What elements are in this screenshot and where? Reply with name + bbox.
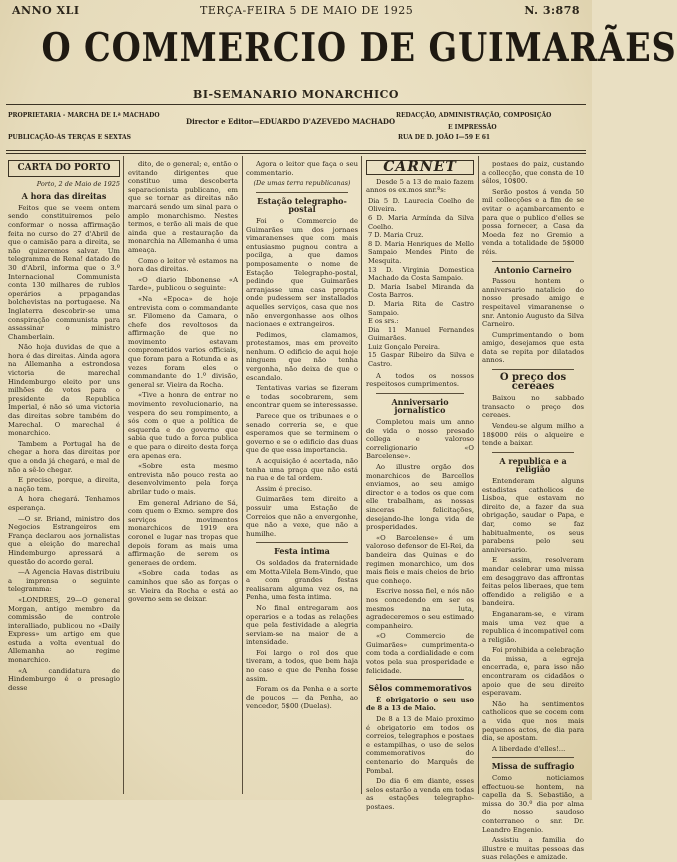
paragraph: Não hoja duvidas de que a hora é das direitas. Ainda agora na Allemanha a estrondosa victoria de marechal Hindemburgo eleito por uns milhões de votos para o presidente da Republica Imperial, é não só uma victoria das direitas sobre também do Marechal. O marechal é monarchico. <box>8 343 120 438</box>
separator <box>492 757 574 758</box>
header-rule-bottom-2 <box>6 153 586 154</box>
paragraph: E preciso, porque, a direita, a nação tem. <box>8 476 120 493</box>
column-5 <box>482 160 584 862</box>
paragraph: Enganaram-se, e viram mais uma vez que a republica é incompativel com a religião. <box>482 609 584 644</box>
paragraph: De 8 a 13 de Maio proximo é obrigatorio em todos os correios, telegraphos e postaes e estampilhas, o uso de selos commemorativos do centenario do Marquês de Pombal. <box>366 715 474 775</box>
paragraph: «Sobre esta mesmo entrevista não pouco resta ao desenvolvimento pela força abrilar tudo o mais. <box>128 462 238 496</box>
paragraph: Passou hontem o anniversario natalicio do nosso presado amigo e respeitavel vimaranense o snr. Antonio Augusto da Silva Carneiro. <box>482 277 584 329</box>
list-item: 15 Gaspar Ribeiro da Silva e Castro. <box>368 351 474 369</box>
paragraph: Como noticiamos effectuou-se hontem, na capella da S. Sebastião, a missa do 30.º dia por alma do nosso saudoso conterraneo o snr. Dr. Leandro Engenio. <box>482 774 584 834</box>
paragraph: Assistiu a familia do illustre e muitas pessoas das suas relações e amizade. <box>482 836 584 862</box>
paragraph: —O sr. Briand, ministro dos Negocios Estrangeiros em França declarou aos jornalistas que a eleição do marechal Hindemburgo apressará a questão do acordo geral. <box>8 514 120 566</box>
article-heading-festa: Festa intima <box>274 546 330 557</box>
article-heading-anniversario: Anniversario jornalístico <box>391 396 449 416</box>
paragraph: —A Agencia Havas distribuiu a imprensa o seguinte telegramma: <box>8 568 120 594</box>
paragraph: Completou mais um anno de vida o nosso presado collega e valoroso correligionario «O Barcelense». <box>366 418 474 461</box>
paragraph: «O Barcelense» é um valoroso defensor de El-Rei, da bandeira das Quinas e do regimen monarchico, um dos mais fieis e mais cheios de brio que conheço. <box>366 533 474 585</box>
paragraph: No final entregaram aos operarios e a todas as relações que pela festividade a alegria serviam-se na maior de a intensidade. <box>246 603 358 647</box>
article-heading-carneiro: Antonio Carneiro <box>494 264 572 275</box>
separator <box>492 261 574 262</box>
paragraph: Vendeu-se algum milho a 18$000 réis o alqueire e tende a baixar. <box>482 422 584 448</box>
header-rule-top <box>6 104 586 105</box>
dateline <box>0 4 592 20</box>
paragraph: Assim é preciso. <box>256 484 313 493</box>
paragraph: postaes do paiz, custando a collecção, que consta de 10 sêlos, 10$00. <box>482 160 584 186</box>
redaccao-label: REDACÇÃO, ADMINISTRAÇÃO, COMPOSIÇÃO <box>396 112 552 119</box>
article-heading-missa: Missa de suffragio <box>491 761 575 772</box>
paragraph: Baixou no sabbado transacto o preço dos cereaes. <box>482 394 584 420</box>
paragraph: «LONDRES, 29—O general Morgan, antigo membro da commissão de controle interalliado, publicou no «Daily Express» um artigo em que estuda a volta eventual do Allemanha ao regime monarchico. <box>8 595 120 665</box>
separator <box>256 542 348 543</box>
paragraph: Serão postos á venda 50 mil collecções e a fim de se evitar o açambarcamento e para que o publico d'elles se possa fornecer, a Casa da Moeda fez no Gremio a venda a totalidade de 5$000 réis. <box>482 187 584 256</box>
paragraph: «A candidatura de Hindemburgo é o presagio desse <box>8 666 120 692</box>
carta-dateline: Porto, 2 de Maio de 1925 <box>36 179 120 188</box>
director-label: Director e Editor—EDUARDO D'AZEVEDO MACHADO <box>186 117 396 126</box>
paragraph: É obrigatorio o seu uso de 8 a 13 de Maio. <box>366 695 474 713</box>
list-item: 8 D. Maria Henriques de Mello Sampaio Mendes Pinto de Mesquita. <box>368 239 474 265</box>
paragraph: dito, de o general; e, então o evitando dirigentes que constituo uma descoberta separacionista publicano, em que se tornar as direitas não marcará sendo um sinal para o amplo monarchismo. Nestes termos, e terão ali mais de que ainda que a restauração da monarchia na Allemanha é uma ameaça. <box>128 160 238 254</box>
column-divider-4 <box>478 156 479 794</box>
article-heading-cereaes: O preço dos cereaes <box>499 372 567 392</box>
article-heading-republica: A republica e a religião <box>499 455 567 475</box>
paragraph: Os soldados da fraternidade em Motta-Vilela Bem-Vindo, que a com grandes festas realisaram alguma vez os, na Penha, uma festa intima. <box>246 558 358 602</box>
intro-signature: (De umas terra republicanas) <box>253 179 351 188</box>
separator <box>376 393 464 394</box>
paragraph: E assim, resolveram mandar celebrar uma missa em desaggravo das affrontas feitas pelos liberaes, que tem offendido a religião e a bandeira. <box>482 556 584 608</box>
column-3 <box>246 160 358 794</box>
separator <box>256 192 348 193</box>
paragraph: Pedimos, clamamos, protestamos, mas em proveito nenhum. O edificio de aqui hoje ninguem que não tenha vergonha, não deixa de que o escandalo. <box>246 330 358 382</box>
paragraph: Foi prohibida a celebração da missa, a egreja encerrada, e, para isso não encontraram os cidadãos o apoio que de seu direito esperavam. <box>482 646 584 698</box>
paragraph: Foi largo o rol dos que tiveram, a todos, que bem haja no caso e que de Penha fosse assim. <box>246 648 358 683</box>
column-divider-3 <box>361 156 362 794</box>
article-heading-direitas: A hora das direitas <box>21 191 107 202</box>
paragraph: Em general Adriano de Sá, com quem o Exmo. sempre dos serviços movimentos monarchicos de 1919 era coronel e lugar nas tropas que depois foram as mais uma affirmação de serem os generaes de ordem. <box>128 498 238 567</box>
paragraph: «O Commercio de Guimarães» cumprimenta-o com toda a cordialidade e com votos pela sua prosperidade e felicidade. <box>366 632 474 675</box>
impressao-label: E IMPRESSÃO <box>448 124 497 131</box>
paragraph: «Na «Epoca» de hoje entrevista com o commandante sr. Filomeno da Camara, o chefe dos revoltosos da affirmação de que no movimento estavam comprometidos varios officiais, que foram para a Rotunda e as vezes foram eles o commandante do 1.º divisão, general sr. Vieira da Rocha. <box>128 294 238 389</box>
paragraph: Agora o leitor que faça o seu commentario. <box>246 160 358 177</box>
header-rule-bottom <box>6 150 586 151</box>
paragraph: A hora chegará. Tenhamos esperança. <box>8 495 120 512</box>
separator <box>376 679 464 680</box>
column-divider-2 <box>242 156 243 794</box>
list-item: 7 D. Maria Cruz. <box>368 231 424 240</box>
paragraph: Guimarães tem direito a possuir uma Estação de Correios que não a envergonhe, que não a vexe, que não a humilhe. <box>246 495 358 538</box>
address-label: RUA DE D. JOÃO I—59 E 61 <box>398 134 491 141</box>
paragraph: Ao illustre orgão dos monarchicos de Barcellos enviamos, ao seu amigo director e a todos os que com elle trabalham, as nossas sinceras felicitações, desejando-lhe longa vida de prosperidades. <box>366 463 474 532</box>
list-item: Dia 5 D. Laurecia Coelho de Oliveira. <box>368 196 474 214</box>
issue-number: N. 3:878 <box>524 4 580 17</box>
paragraph: A acquisição é acertada, não tenha uma praça que não está na rua e de tal ordem. <box>246 457 358 483</box>
volume-number: ANNO XLI <box>12 4 80 17</box>
column-2 <box>128 160 238 794</box>
paragraph: Feitos que se veem ontem sendo constituiremos pelo conformar o nossa affirmação feita no curso do 27 d'Abril de que o camisão para a direita, se não quizeremos salvar. Um telegramma de Rena! datado de 30 d'Abril, informa que o 3.º Internacional Communista conta 130 milhares de rublos operários a prpagandas bolchevistas na portugaese. Na Inglaterra descobrir-se uma conspiração communista para assassinar o ministro Chamberlain. <box>8 203 120 341</box>
paragraph: Escrive nossa fiel, e nós não nos concedendo em ser os mesmos na luta, agradeceremos o seu estimado companheiro. <box>366 587 474 630</box>
list-item: 13 D. Virginia Domestica Machado da Costa Sampaio. <box>368 265 474 283</box>
paragraph: Entenderam alguns estadistas catholicos de Lisboa, que estavam no direito de, a fazer da sua obrigação, saudar o Papa, e dar, como se faz habitualmente, os seus parabens pelo seu anniversario. <box>482 477 584 554</box>
paragraph: Tentativas varias se fizeram e todas socobrarem, sem encontrar quem se interessasse. <box>246 384 358 410</box>
paragraph: «Sobre cada todas as caminhos que são as forças o sr. Vieira da Rocha e está ao governo sem se deixar. <box>128 569 238 604</box>
list-item: D. Maria Rita de Castro Sampaio. <box>368 299 474 317</box>
list-item: Dia 11 Manuel Fernandes Guimarães. <box>368 325 474 343</box>
paragraph: «O diario Ibbonense «A Tarde», publicou o seguinte: <box>128 275 238 293</box>
paragraph: A liberdade d'elles!... <box>492 744 566 753</box>
paragraph: Parece que os tribunaes e o senado correria se, e que esperamos que se terminem o governo e se o edificio das duas que de que essa importancia. <box>246 412 358 455</box>
list-item: D. Maria Isabel Miranda da Costa Barros. <box>368 282 474 300</box>
article-heading-estacao: Estação telegrapho-postal <box>257 195 347 215</box>
column-4 <box>366 159 474 811</box>
paragraph: Desde 5 a 13 de maio fazem annos os ex.mos snr.ªs: <box>366 177 474 195</box>
list-item: E os srs.: <box>368 317 399 326</box>
column-divider-1 <box>123 156 124 794</box>
article-heading-selos: Sêlos commemorativos <box>368 683 472 694</box>
proprietaria-label: PROPRIETARIA - MARCHA DE I.ª MACHADO <box>8 112 160 119</box>
paragraph: «Tive a honra de entrar no movimento revolucionario, na vespera do seu rompimento, a sós com o que a política de esquerda e do governo que sabia que tudo a forca publica e que para o direito desta força era apenas era. <box>128 391 238 460</box>
list-item: Luiz Gonçalo Pereira. <box>368 342 440 351</box>
separator <box>492 369 574 370</box>
paragraph: Foi o Commercio de Guimarães um dos jornaes vimaranenses que com mais entusiasmo pugnou contra a pocilga, a que damos pomposamente o nome de Estação Telegrapho-postal, pedindo que Guimarães arranjasse uma casa propria onde pudessem ser installados aquelles serviços, casa que nos não envergonhasse aos olhos nacionaes e extrangeiros. <box>246 216 358 329</box>
paragraph: Do dia 6 em diante, esses selos estarão a venda em todas as estações telegrapho-postaes. <box>366 777 474 811</box>
paragraph: A todos os nossos respeitosos cumprimentos. <box>366 371 474 389</box>
carta-do-porto-box: CARTA DO PORTO <box>8 160 120 177</box>
paragraph: Como o leitor vê estamos na hora das direitas. <box>128 256 238 274</box>
masthead-subtitle: BI-SEMANARIO MONARCHICO <box>193 88 399 101</box>
column-1 <box>8 160 120 794</box>
paragraph: Cumprimentando o bom amigo, desejamos que esta data se repita por dilatados annos. <box>482 330 584 365</box>
paragraph: Foram os da Penha e a sorte de poucos — da Penha, ao vencedor, 5$00 (Duelas). <box>246 685 358 711</box>
carnet-box: CARNET <box>366 160 474 175</box>
list-item: 6 D. Maria Armínda da Silva Coelho. <box>368 213 474 231</box>
birthday-list <box>366 197 474 369</box>
masthead-title: O COMMERCIO DE GUIMARÃES <box>41 25 677 71</box>
separator <box>492 452 574 453</box>
paragraph: Não ha sentimentos catholicos que se cocem com a vida que nos mais pequenos actos, de dia para dia, se apostam. <box>482 699 584 743</box>
paragraph: Tambem a Portugal ha de chegar a hora das direitas por que a onda já chegará, e mal de não a sê-lo chegar. <box>8 439 120 474</box>
publicacao-label: PUBLICAÇÃO-ÁS TERÇAS E SEXTAS <box>8 134 131 141</box>
issue-date: TERÇA-FEIRA 5 DE MAIO DE 1925 <box>200 4 414 17</box>
